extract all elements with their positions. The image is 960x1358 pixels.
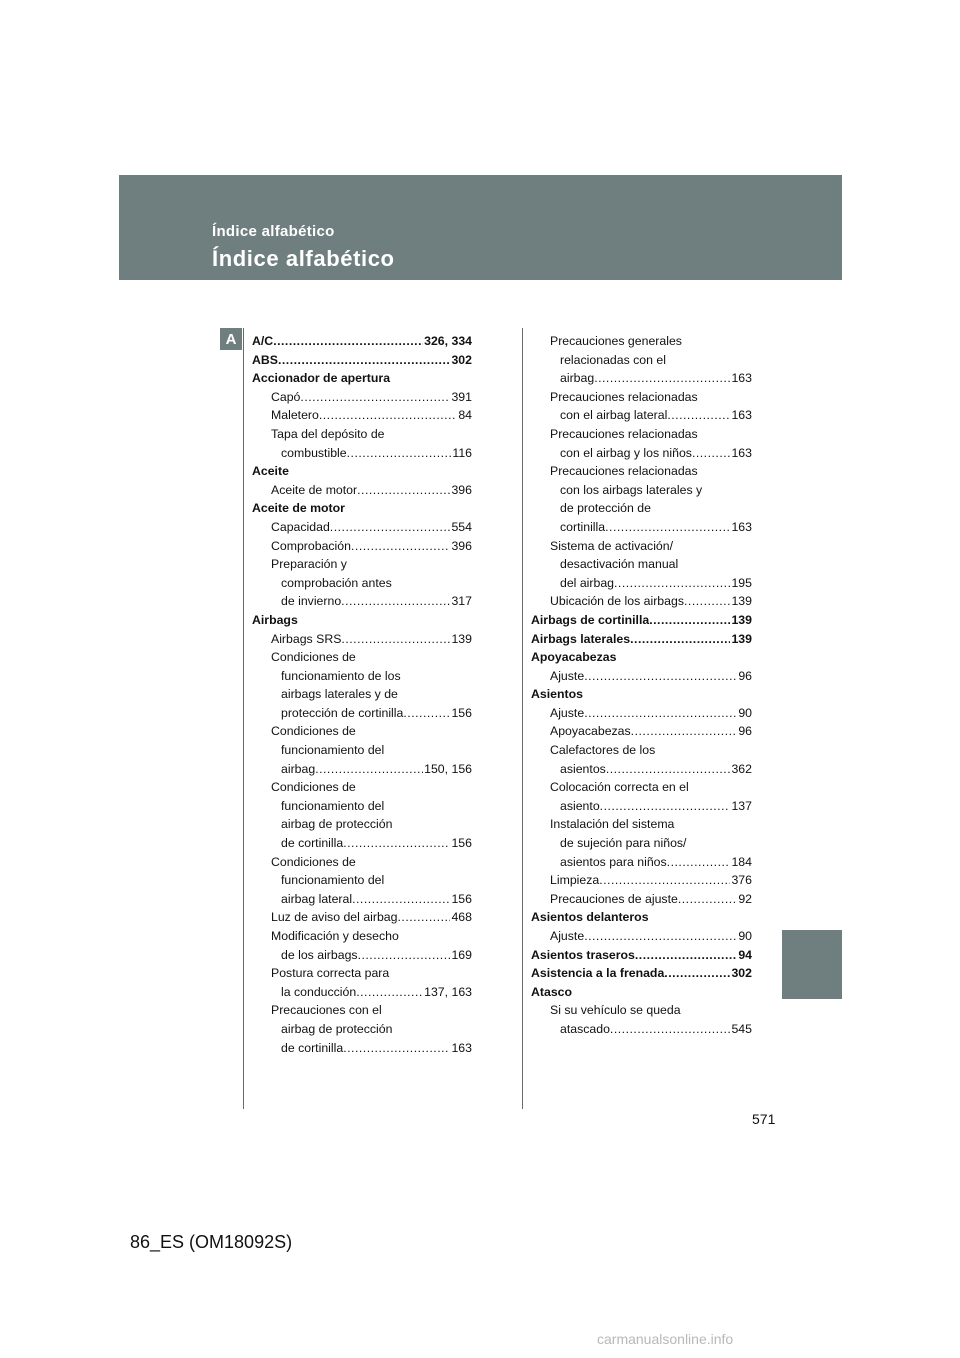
- index-entry-term: de protección de: [560, 501, 651, 516]
- index-entry: [252, 1039, 472, 1058]
- index-entry-page: 139: [731, 631, 752, 646]
- dot-leader: [315, 760, 423, 779]
- index-entry: [531, 499, 752, 518]
- index-entry: [252, 667, 472, 686]
- column-divider-left: [243, 328, 244, 1109]
- dot-leader: [594, 369, 730, 388]
- index-entry: [252, 685, 472, 704]
- index-entry-term: Luz de aviso del airbag: [271, 910, 398, 925]
- index-entry-page: 90: [738, 705, 752, 720]
- index-entry-term: Precauciones de ajuste: [550, 891, 678, 906]
- index-column-1: [252, 332, 472, 1057]
- index-entry: [252, 1001, 472, 1020]
- index-entry-page: 376: [731, 873, 752, 888]
- page-number: 571: [752, 1111, 776, 1127]
- index-entry-page: 163: [731, 519, 752, 534]
- index-entry: [252, 741, 472, 760]
- index-entry-term: airbag de protección: [281, 1021, 393, 1036]
- index-entry-term: Si su vehículo se queda: [550, 1003, 681, 1018]
- index-entry: [531, 462, 752, 481]
- index-entry-page: 139: [731, 612, 752, 627]
- index-entry: [531, 406, 752, 425]
- dot-leader: [678, 890, 737, 909]
- index-entry-term: Precauciones relacionadas: [550, 464, 698, 479]
- index-entry-term: Instalación del sistema: [550, 817, 675, 832]
- index-entry: [252, 853, 472, 872]
- index-entry-term: comprobación antes: [281, 575, 392, 590]
- index-entry-term: Preparación y: [271, 557, 347, 572]
- index-entry-page: 163: [731, 371, 752, 386]
- document-code: 86_ES (OM18092S): [130, 1232, 293, 1252]
- index-entry-term: relacionadas con el: [560, 352, 666, 367]
- index-entry-term: funcionamiento del: [281, 743, 385, 758]
- index-entry: [531, 537, 752, 556]
- index-entry: [252, 964, 472, 983]
- index-entry-page: 163: [731, 445, 752, 460]
- index-entry-term: Accionador de apertura: [252, 371, 391, 386]
- index-entry-term: airbag lateral: [281, 891, 353, 906]
- index-entry: [531, 853, 752, 872]
- dot-leader: [341, 592, 450, 611]
- index-entry: [531, 871, 752, 890]
- index-entry-page: 116: [452, 445, 472, 460]
- index-entry-page: 302: [731, 966, 752, 981]
- index-entry-term: Precauciones generales: [550, 334, 682, 348]
- index-entry-term: Precauciones relacionadas: [550, 426, 698, 441]
- index-entry-term: Aceite de motor: [252, 501, 345, 516]
- index-entry: [531, 890, 752, 909]
- index-entry-term: Colocación correcta en el: [550, 780, 689, 795]
- index-entry: [252, 351, 472, 370]
- index-entry: [531, 741, 752, 760]
- index-entry: [531, 927, 752, 946]
- section-header-band: [119, 175, 842, 280]
- index-entry-term: Airbags de cortinilla: [531, 612, 650, 627]
- index-entry-term: Apoyacabezas: [550, 724, 631, 739]
- index-entry: [531, 1001, 752, 1020]
- index-entry-term: Atasco: [531, 984, 573, 999]
- index-entry: [252, 630, 472, 649]
- index-entry-term: de sujeción para niños/: [560, 836, 687, 851]
- index-entry: [252, 778, 472, 797]
- index-entry: [531, 1020, 752, 1039]
- index-entry: [252, 332, 472, 351]
- dot-leader: [649, 611, 730, 630]
- index-entry: [252, 481, 472, 500]
- dot-leader: [630, 630, 730, 649]
- dot-leader: [358, 946, 451, 965]
- index-entry: [531, 685, 752, 704]
- index-entry: [252, 815, 472, 834]
- index-entry: [531, 704, 752, 723]
- dot-leader: [352, 890, 450, 909]
- index-entry: [531, 722, 752, 741]
- index-entry-term: funcionamiento del: [281, 798, 385, 813]
- index-entry-term: cortinilla: [560, 519, 606, 534]
- index-entry-term: Airbags laterales: [531, 631, 631, 646]
- index-entry: [252, 927, 472, 946]
- index-entry-page: 137, 163: [424, 984, 472, 999]
- index-entry: [252, 946, 472, 965]
- index-entry-term: Condiciones de: [271, 724, 356, 739]
- index-column-2: [531, 332, 752, 1039]
- index-entry-term: Postura correcta para: [271, 966, 390, 981]
- dot-leader: [664, 964, 730, 983]
- dot-leader: [343, 1039, 450, 1058]
- index-entry-page: 163: [451, 1040, 472, 1055]
- index-entry-page: 156: [451, 705, 472, 720]
- index-entry-term: Limpieza: [550, 873, 600, 888]
- dot-leader: [692, 444, 731, 463]
- index-entry-term: Capacidad: [271, 519, 330, 534]
- index-entry-term: Calefactores de los: [550, 743, 656, 758]
- index-entry-page: 468: [451, 910, 472, 925]
- index-entry: [531, 481, 752, 500]
- chapter-side-tab: [782, 930, 842, 999]
- index-entry-page: 317: [451, 594, 472, 609]
- dot-leader: [606, 760, 731, 779]
- index-entry-page: 150, 156: [424, 761, 472, 776]
- index-entry-term: de cortinilla: [281, 1040, 344, 1055]
- dot-leader: [341, 630, 450, 649]
- index-entry-term: Precauciones con el: [271, 1003, 382, 1018]
- dot-leader: [319, 406, 457, 425]
- index-entry-term: A/C: [252, 334, 274, 348]
- index-entry: [531, 592, 752, 611]
- index-entry: [531, 667, 752, 686]
- index-entry: [252, 537, 472, 556]
- dot-leader: [357, 481, 450, 500]
- index-entry: [252, 518, 472, 537]
- index-entry-page: 96: [738, 724, 752, 739]
- page-title: Índice alfabético: [212, 246, 395, 271]
- index-entry-page: 156: [451, 891, 472, 906]
- index-entry-term: Sistema de activación/: [550, 538, 674, 553]
- index-entry-term: Asientos: [531, 687, 583, 702]
- index-entry-term: asiento: [560, 798, 600, 813]
- index-entry-term: Precauciones relacionadas: [550, 389, 698, 404]
- index-entry-term: Ajuste: [550, 668, 585, 683]
- index-entry: [531, 332, 752, 351]
- index-entry-page: 545: [731, 1021, 752, 1036]
- index-entry-term: Modificación y desecho: [271, 929, 399, 943]
- index-entry: [531, 555, 752, 574]
- index-entry-page: 139: [731, 594, 752, 609]
- index-entry-term: airbag: [560, 371, 595, 386]
- index-entry: [252, 834, 472, 853]
- index-entry: [252, 722, 472, 741]
- dot-leader: [610, 1020, 731, 1039]
- index-entry-term: Condiciones de: [271, 650, 356, 665]
- dot-leader: [584, 927, 737, 946]
- index-entry-page: 156: [451, 836, 472, 851]
- index-entry: [531, 611, 752, 630]
- index-entry-term: de invierno: [281, 594, 342, 609]
- index-entry-term: Asientos delanteros: [531, 910, 649, 925]
- index-entry-page: 195: [731, 575, 752, 590]
- dot-leader: [667, 853, 731, 872]
- index-entry-page: 137: [731, 798, 752, 813]
- index-entry-term: con el airbag y los niños: [560, 445, 692, 460]
- index-entry-term: Aceite: [252, 464, 289, 479]
- index-entry-term: Airbags: [252, 612, 298, 627]
- index-entry-page: 396: [451, 538, 472, 553]
- index-entry: [531, 797, 752, 816]
- index-entry-term: la conducción: [281, 984, 357, 999]
- index-entry-page: 84: [458, 408, 472, 423]
- index-entry-page: 163: [731, 408, 752, 423]
- index-entry-page: 94: [738, 947, 752, 962]
- index-entry: [531, 574, 752, 593]
- index-entry-term: Capó: [271, 389, 301, 404]
- dot-leader: [584, 667, 737, 686]
- index-entry-page: 362: [731, 761, 752, 776]
- dot-leader: [605, 518, 730, 537]
- index-entry-term: airbags laterales y de: [281, 687, 398, 702]
- index-entry: [531, 983, 752, 1002]
- index-entry: [252, 574, 472, 593]
- index-entry-term: Condiciones de: [271, 854, 356, 869]
- index-entry: [252, 1020, 472, 1039]
- index-entry-term: Asistencia a la frenada: [531, 966, 665, 981]
- index-entry: [252, 555, 472, 574]
- index-entry: [252, 871, 472, 890]
- dot-leader: [330, 518, 451, 537]
- index-entry: [531, 630, 752, 649]
- index-entry-term: Condiciones de: [271, 780, 356, 795]
- index-entry: [252, 890, 472, 909]
- column-divider-middle: [522, 328, 523, 1109]
- index-entry-term: con los airbags laterales y: [560, 482, 703, 497]
- index-entry-page: 139: [451, 631, 472, 646]
- index-entry: [252, 388, 472, 407]
- index-entry-term: Tapa del depósito de: [271, 426, 385, 441]
- index-entry-term: Comprobación: [271, 538, 351, 553]
- index-entry: [252, 425, 472, 444]
- index-entry: [252, 406, 472, 425]
- index-entry: [252, 592, 472, 611]
- index-entry: [252, 983, 472, 1002]
- index-entry-term: airbag de protección: [281, 817, 393, 832]
- index-entry-term: Asientos traseros: [531, 947, 635, 962]
- index-entry: [252, 369, 472, 388]
- watermark: carmanualsonline.info: [597, 1331, 734, 1347]
- index-entry: [252, 908, 472, 927]
- dot-leader: [356, 983, 423, 1002]
- index-entry: [252, 462, 472, 481]
- index-entry-page: 169: [451, 947, 472, 962]
- index-entry: [531, 388, 752, 407]
- index-entry: [252, 444, 472, 463]
- index-entry: [531, 908, 752, 927]
- index-entry: [252, 611, 472, 630]
- dot-leader: [351, 537, 450, 556]
- index-entry: [531, 351, 752, 370]
- index-entry-term: combustible: [281, 445, 347, 460]
- index-entry: [531, 518, 752, 537]
- index-entry-page: 96: [738, 668, 752, 683]
- index-entry: [531, 648, 752, 667]
- dot-leader: [635, 946, 737, 965]
- index-entry: [531, 834, 752, 853]
- index-entry-page: 302: [451, 352, 472, 367]
- index-entry-term: Airbags SRS: [271, 631, 342, 646]
- index-entry-page: 391: [451, 389, 472, 404]
- index-entry-term: Ubicación de los airbags: [550, 594, 684, 609]
- section-label: Índice alfabético: [212, 223, 335, 240]
- index-entry: [252, 499, 472, 518]
- dot-leader: [347, 444, 452, 463]
- index-entry-page: 184: [731, 854, 752, 869]
- index-entry-term: Ajuste: [550, 705, 585, 720]
- index-entry: [531, 946, 752, 965]
- index-entry: [252, 797, 472, 816]
- index-entry: [252, 648, 472, 667]
- index-entry-term: del airbag: [560, 575, 615, 590]
- index-entry-term: Apoyacabezas: [531, 650, 617, 665]
- dot-leader: [631, 722, 738, 741]
- index-entry-term: asientos para niños: [560, 854, 667, 869]
- index-entry-term: atascado: [560, 1021, 610, 1036]
- dot-leader: [273, 332, 423, 351]
- index-entry-term: con el airbag lateral: [560, 408, 668, 423]
- index-entry-page: 90: [738, 929, 752, 943]
- index-entry-term: funcionamiento de los: [281, 668, 401, 683]
- dot-leader: [584, 704, 737, 723]
- index-entry: [531, 444, 752, 463]
- index-entry: [531, 778, 752, 797]
- index-entry-term: Aceite de motor: [271, 482, 358, 497]
- index-entry-term: Ajuste: [550, 929, 585, 943]
- index-entry-term: Maletero: [271, 408, 319, 423]
- index-entry-term: de los airbags: [281, 947, 358, 962]
- index-entry: [531, 815, 752, 834]
- dot-leader: [278, 351, 451, 370]
- index-entry-term: asientos: [560, 761, 606, 776]
- dot-leader: [403, 704, 450, 723]
- index-entry-page: 326, 334: [424, 334, 472, 348]
- dot-leader: [397, 908, 450, 927]
- index-entry-page: 554: [451, 519, 472, 534]
- index-entry: [531, 369, 752, 388]
- index-entry: [252, 704, 472, 723]
- index-entry: [531, 425, 752, 444]
- index-entry: [531, 760, 752, 779]
- dot-leader: [343, 834, 450, 853]
- index-entry-term: funcionamiento del: [281, 873, 385, 888]
- dot-leader: [667, 406, 730, 425]
- dot-leader: [684, 592, 730, 611]
- dot-leader: [614, 574, 730, 593]
- index-entry-term: desactivación manual: [560, 557, 679, 572]
- dot-leader: [599, 871, 730, 890]
- dot-leader: [600, 797, 731, 816]
- index-letter-badge: A: [220, 328, 242, 350]
- index-entry: [531, 964, 752, 983]
- index-entry: [252, 760, 472, 779]
- index-entry-term: airbag: [281, 761, 316, 776]
- index-entry-term: protección de cortinilla: [281, 705, 404, 720]
- index-entry-term: de cortinilla: [281, 836, 344, 851]
- index-entry-page: 396: [451, 482, 472, 497]
- index-entry-page: 92: [738, 891, 752, 906]
- dot-leader: [300, 388, 450, 407]
- index-entry-term: ABS: [252, 352, 278, 367]
